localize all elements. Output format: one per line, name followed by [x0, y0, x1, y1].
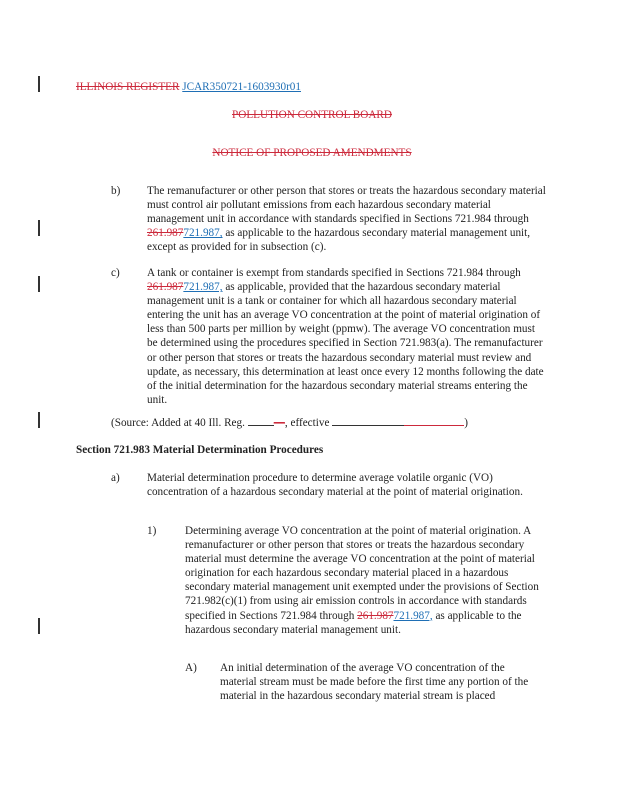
item-label: A)	[185, 662, 197, 674]
deleted-dash: —	[273, 417, 285, 429]
section-heading: Section 721.983 Material Determination Procedures	[76, 444, 324, 456]
volume-blank	[248, 415, 274, 426]
change-bar	[38, 76, 40, 92]
change-bar	[38, 276, 40, 292]
item-1-paragraph	[185, 524, 547, 637]
register-deleted: ILLINOIS REGISTER	[76, 81, 180, 93]
notice-title: NOTICE OF PROPOSED AMENDMENTS	[212, 147, 412, 159]
source-note	[111, 415, 551, 430]
inserted-citation: 721.987,	[183, 281, 223, 294]
change-bar	[38, 618, 40, 634]
item-label: b)	[111, 185, 121, 197]
register-header	[76, 80, 301, 94]
source-effective: , effective	[284, 417, 330, 429]
item-b-text: The remanufacturer or other person that stores or treats the hazardous secondary material must control air pollutant emissions from each hazardous secondary material management unit in accordance with standards specified in Sections 721.984 through	[147, 185, 546, 226]
deleted-blank	[404, 415, 464, 426]
item-b-paragraph	[147, 184, 547, 254]
effective-date-blank	[332, 415, 404, 426]
item-c-text-continued: as applicable, provided that the hazardous secondary material management unit is a tank or container for which all hazardous secondary material entering the unit has an average VO concentration at the point of material origination of less than 500 parts per million by weight (ppmw). The average VO concentration must be determined using the procedures specified in Section 721.983(a). The remanufacturer or other person that stores or treats the hazardous secondary material must review and update, as necessary, this determination at least once every 12 months following the date of the initial determination for the hazardous secondary material streams entering the unit.	[147, 281, 544, 406]
item-A-paragraph: An initial determination of the average VO concentration of the material stream must be made before the first time any portion of the material in the hazardous secondary material stream is placed	[220, 662, 529, 703]
item-c-paragraph	[147, 266, 547, 407]
item-label: c)	[111, 267, 120, 279]
deleted-citation: 261.987	[357, 609, 394, 622]
inserted-citation: 721.987,	[393, 609, 433, 622]
change-bar	[38, 412, 40, 428]
item-c-text: A tank or container is exempt from standards specified in Sections 721.984 through	[147, 267, 521, 279]
item-1-text: Determining average VO concentration at the point of material origination. A remanufacturer or other person that stores or treats the hazardous secondary material must determine the average VO concentration at the point of material origination for each hazardous secondary material placed in a hazardous secondary material management unit exempted under the provisions of Section 721.982(c)(1) from using air emission controls in accordance with standards specified in Sections 721.984 through	[185, 525, 539, 622]
change-bar	[38, 220, 40, 236]
item-label: a)	[111, 472, 120, 484]
source-close: )	[464, 417, 468, 429]
inserted-citation: 721.987,	[183, 227, 223, 240]
source-prefix: (Source: Added at 40 Ill. Reg.	[111, 417, 245, 429]
register-inserted: JCAR350721-1603930r01	[182, 81, 301, 93]
item-a-paragraph: Material determination procedure to determine average volatile organic (VO) concentration of a hazardous secondary material at the point of material origination.	[147, 472, 523, 499]
deleted-citation: 261.987	[147, 227, 184, 240]
item-1-text-continued: as applicable to the hazardous secondary material management unit.	[185, 609, 522, 636]
item-label: 1)	[147, 525, 157, 537]
deleted-citation: 261.987	[147, 281, 184, 294]
item-b-text-continued: as applicable to the hazardous secondary material management unit, except as provided for in subsection (c).	[147, 227, 531, 254]
board-title: POLLUTION CONTROL BOARD	[232, 109, 392, 121]
